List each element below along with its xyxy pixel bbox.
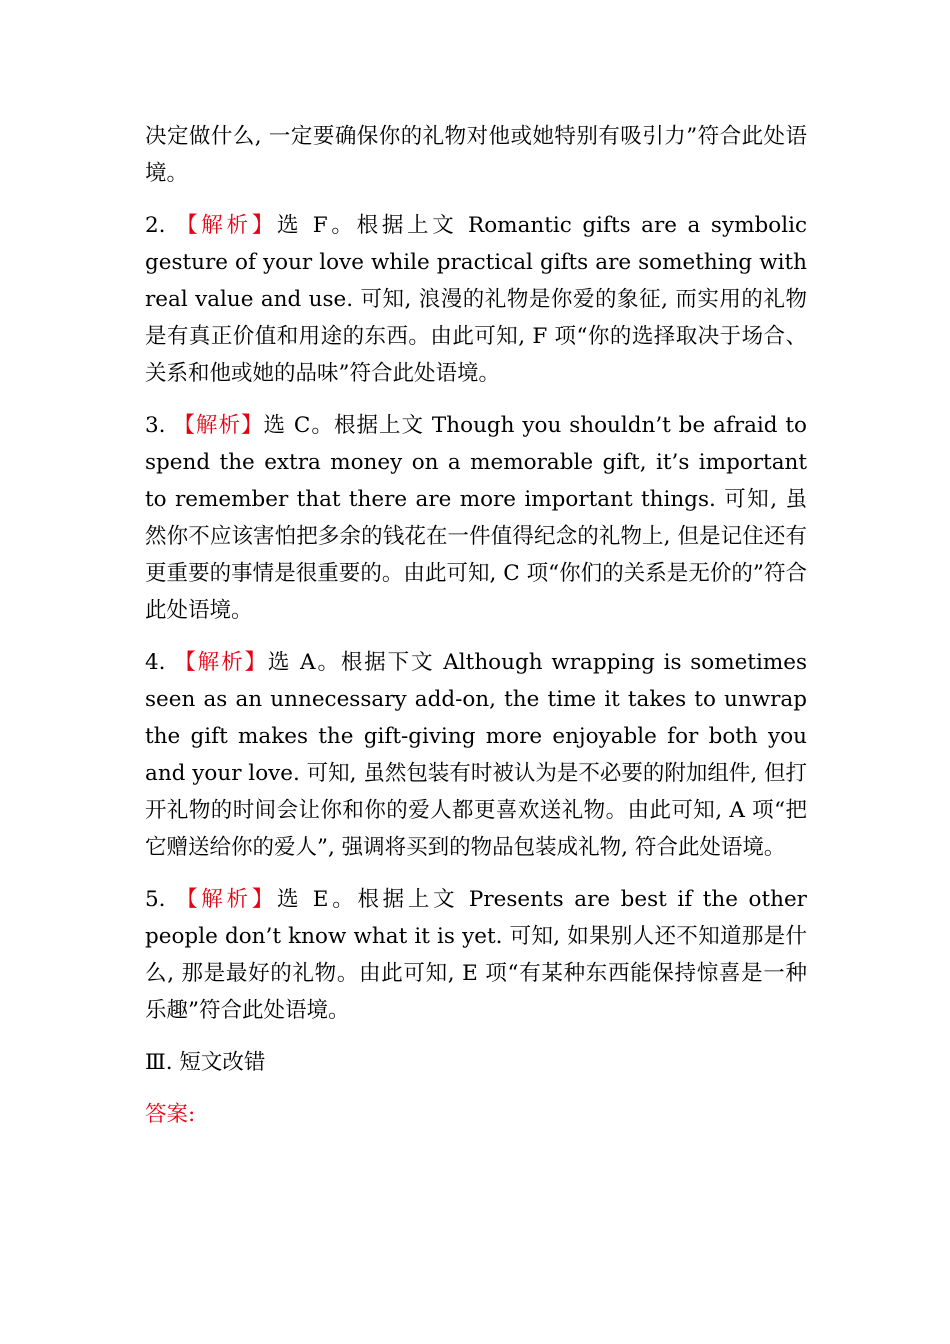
analysis-tag: 【解析】 [176,887,277,912]
analysis-tag: 【解析】 [174,650,268,675]
paragraph-text: 选 E。根据上文 Presents are best if the other people don’t know what it is yet. 可知, 如果别人还不知道那是什么, 那是最好的礼物。由此可知, E 项“有某种东西能保持惊喜是一种乐趣”符合此处语境。 [145,887,807,1023]
section-heading: Ⅲ. 短文改错 [145,1050,266,1075]
paragraph-answer-4 [145,644,807,866]
paragraph-text: 决定做什么, 一定要确保你的礼物对他或她特别有吸引力”符合此处语境。 [145,124,807,186]
paragraph-continuation [145,118,807,192]
document-page [145,118,807,1133]
paragraph-text: 选 A。根据下文 Although wrapping is sometimes seen as an unnecessary add-on, the time it takes to unwrap the gift makes the gift-giving more enjoyable for both you and your love. 可知, 虽然包装有时被认为是不必要的附加组件, 但打开礼物的时间会让你和你的爱人都更喜欢送礼物。由此可知, A 项“把它赠送给你的爱人”, 强调将买到的物品包装成礼物, 符合此处语境。 [145,650,808,860]
paragraph-answer-2 [145,207,807,392]
paragraph-answer-5 [145,881,807,1029]
paragraph-text: 选 C。根据上文 Though you shouldn’t be afraid to spend the extra money on a memorable gift, it’s important to remember that there are more important things. 可知, 虽然你不应该害怕把多余的钱花在一件值得纪念的礼物上, 但是记住还有更重要的事情是很重要的。由此可知, C 项“你们的关系是无价的”符合此处语境。 [145,413,807,623]
paragraph-text: 选 F。根据上文 Romantic gifts are a symbolic gesture of your love while practical gifts are something with real value and use. 可知, 浪漫的礼物是你爱的象征, 而实用的礼物是有真正价值和用途的东西。由此可知, F 项“你的选择取决于场合、关系和他或她的品味”符合此处语境。 [145,213,807,386]
question-number: 3. [145,413,174,438]
question-number: 5. [145,887,177,912]
question-number: 4. [145,650,175,675]
analysis-tag: 【解析】 [173,413,264,438]
analysis-tag: 【解析】 [176,213,277,238]
question-number: 2. [145,213,177,238]
answer-label: 答案: [145,1102,196,1127]
paragraph-answer-3 [145,407,807,629]
